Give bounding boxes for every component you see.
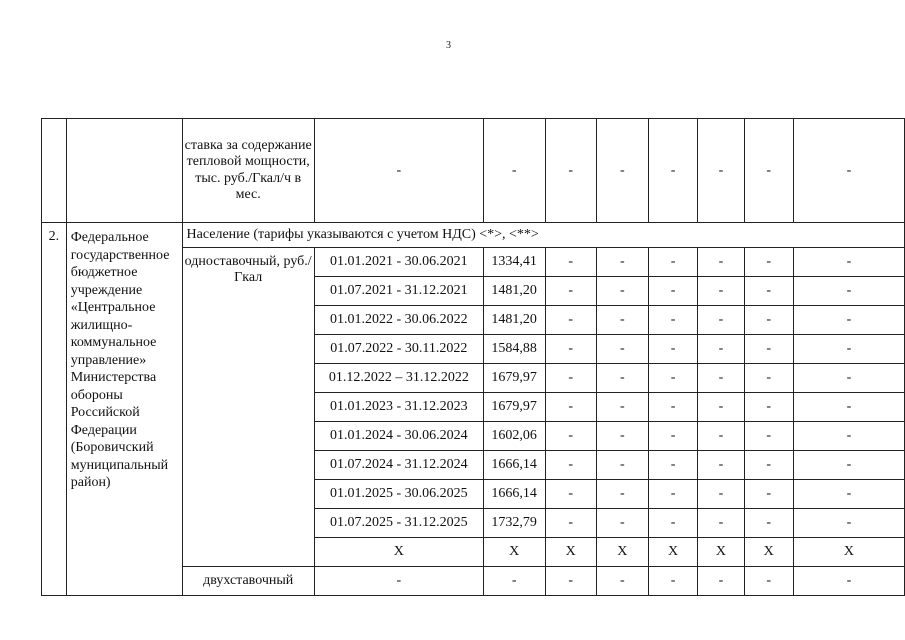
extra-cell: - [698,567,744,596]
extra-cell: - [698,393,744,422]
extra-cell: - [793,248,904,277]
extra-cell: - [545,306,596,335]
group-header: Население (тарифы указываются с учетом НДС) <*>, <**> [182,223,904,248]
extra-cell: - [698,364,744,393]
extra-cell: - [744,480,793,509]
extra-cell: - [545,480,596,509]
extra-cell: - [793,306,904,335]
extra-cell: - [793,335,904,364]
extra-cell: - [648,422,697,451]
period-cell: 01.01.2021 - 30.06.2021 [314,248,483,277]
extra-cell: - [744,277,793,306]
extra-cell: - [793,422,904,451]
period-cell: 01.07.2022 - 30.11.2022 [314,335,483,364]
extra-cell: - [648,451,697,480]
extra-cell: - [698,335,744,364]
extra-cell: - [596,248,648,277]
extra-cell: - [698,119,744,223]
extra-cell: - [744,567,793,596]
period-cell: 01.07.2025 - 31.12.2025 [314,509,483,538]
extra-cell: - [596,451,648,480]
extra-cell: - [793,119,904,223]
period-cell: 01.07.2024 - 31.12.2024 [314,451,483,480]
extra-cell: - [793,509,904,538]
extra-cell: - [744,422,793,451]
value-cell: 1481,20 [483,277,545,306]
period-cell: 01.12.2022 – 31.12.2022 [314,364,483,393]
value-cell: 1334,41 [483,248,545,277]
extra-cell: - [545,119,596,223]
extra-cell: - [744,119,793,223]
two-rate-label: двухставочный [182,567,314,596]
table-row [42,119,905,223]
extra-cell: - [648,119,697,223]
extra-cell: - [545,451,596,480]
period-cell: 01.01.2022 - 30.06.2022 [314,306,483,335]
extra-cell: - [744,248,793,277]
extra-cell: X [596,538,648,567]
period-cell: - [314,567,483,596]
extra-cell: X [698,538,744,567]
value-cell: 1602,06 [483,422,545,451]
extra-cell: X [793,538,904,567]
group-header-row [42,223,905,248]
value-cell: 1732,79 [483,509,545,538]
extra-cell: - [545,364,596,393]
extra-cell: - [698,422,744,451]
single-rate-label: одноставочный, руб./Гкал [182,248,314,567]
extra-cell: - [698,248,744,277]
extra-cell: X [545,538,596,567]
extra-cell: - [596,567,648,596]
extra-cell: - [793,451,904,480]
extra-cell: - [698,277,744,306]
extra-cell: - [793,393,904,422]
empty-number-cell [42,119,67,223]
extra-cell: - [648,277,697,306]
extra-cell: - [648,480,697,509]
extra-cell: - [744,509,793,538]
extra-cell: - [648,393,697,422]
extra-cell: - [698,480,744,509]
extra-cell: - [545,509,596,538]
period-cell: 01.01.2023 - 31.12.2023 [314,393,483,422]
extra-cell: - [648,509,697,538]
extra-cell: - [793,364,904,393]
value-cell: 1666,14 [483,480,545,509]
value-cell: 1481,20 [483,306,545,335]
extra-cell: - [648,335,697,364]
extra-cell: - [744,335,793,364]
extra-cell: - [596,480,648,509]
extra-cell: - [545,422,596,451]
extra-cell: X [648,538,697,567]
entry-number: 2. [42,223,67,596]
extra-cell: - [648,567,697,596]
extra-cell: - [596,306,648,335]
extra-cell: - [545,567,596,596]
extra-cell: - [744,451,793,480]
organization-name: Федеральное государственное бюджетное учреждение «Центральное жилищно-коммунальное управление» Министерства обороны Российской Федерации (Боровичский муниципальный район) [66,223,182,596]
extra-cell: X [744,538,793,567]
period-cell: 01.01.2025 - 30.06.2025 [314,480,483,509]
extra-cell: - [596,422,648,451]
extra-cell: - [744,393,793,422]
period-cell: 01.01.2024 - 30.06.2024 [314,422,483,451]
value-cell: 1666,14 [483,451,545,480]
extra-cell: - [698,451,744,480]
extra-cell: - [596,335,648,364]
extra-cell: - [793,277,904,306]
period-cell: X [314,538,483,567]
extra-cell: - [596,393,648,422]
type-label-cell: ставка за содержание тепловой мощности, тыс. руб./Гкал/ч в мес. [182,119,314,223]
extra-cell: - [793,480,904,509]
extra-cell: - [545,277,596,306]
value-cell: 1679,97 [483,393,545,422]
tariff-table-body [42,119,905,596]
empty-organization-cell [66,119,182,223]
extra-cell: - [545,248,596,277]
tariff-table [41,118,905,596]
extra-cell: - [793,567,904,596]
extra-cell: - [698,509,744,538]
extra-cell: - [596,509,648,538]
extra-cell: - [596,119,648,223]
page-number: 3 [446,40,451,51]
extra-cell: - [596,364,648,393]
extra-cell: - [648,306,697,335]
extra-cell: - [596,277,648,306]
period-cell: 01.07.2021 - 31.12.2021 [314,277,483,306]
value-cell: - [483,567,545,596]
extra-cell: - [744,306,793,335]
extra-cell: - [545,335,596,364]
value-cell: 1584,88 [483,335,545,364]
extra-cell: - [648,364,697,393]
value-cell: X [483,538,545,567]
extra-cell: - [698,306,744,335]
value-cell: - [483,119,545,223]
extra-cell: - [648,248,697,277]
extra-cell: - [545,393,596,422]
extra-cell: - [744,364,793,393]
period-cell: - [314,119,483,223]
value-cell: 1679,97 [483,364,545,393]
